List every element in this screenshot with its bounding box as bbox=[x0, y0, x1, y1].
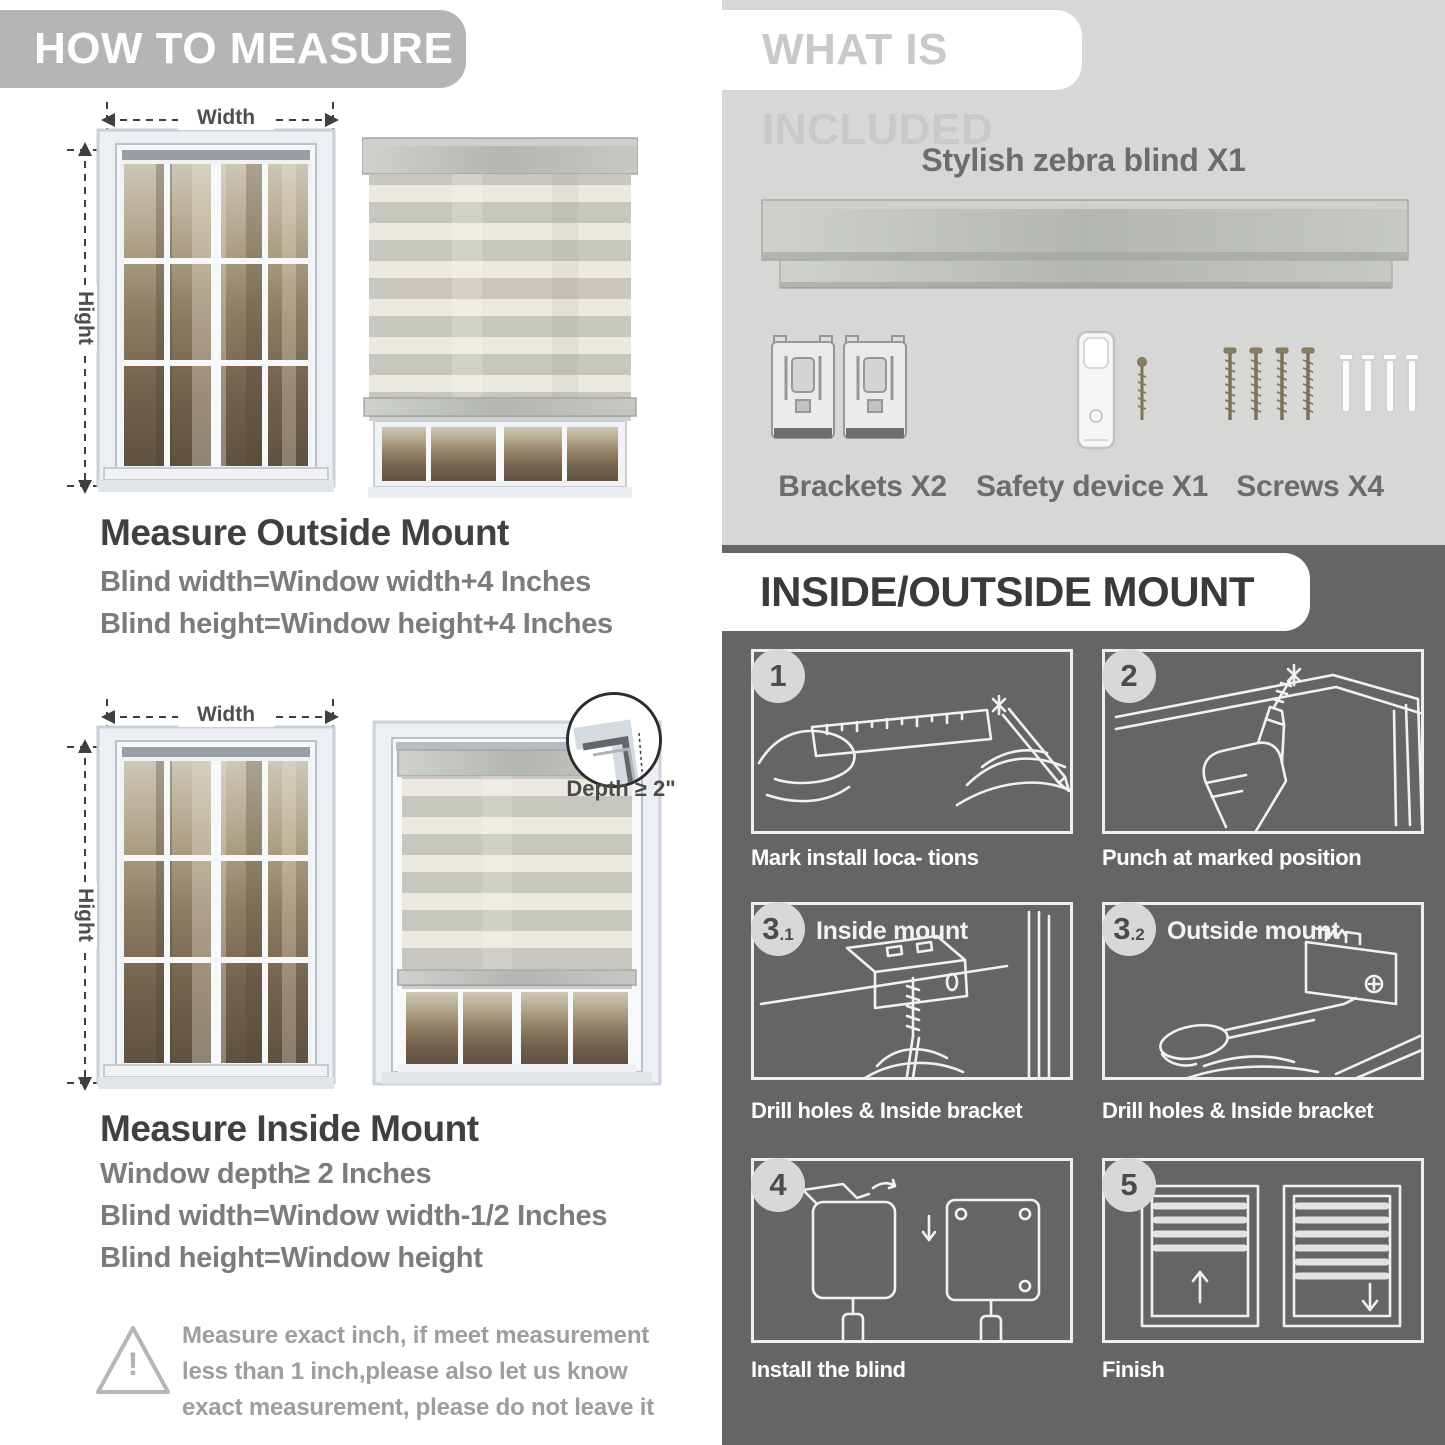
exclamation-mark: ! bbox=[127, 1346, 139, 1382]
height-label: Hight bbox=[73, 882, 97, 948]
components-image bbox=[748, 330, 1428, 458]
what-is-included-header: WHAT IS INCLUDED bbox=[722, 10, 1082, 90]
step-caption: Drill holes & Inside bracket bbox=[751, 1098, 1023, 1123]
step-panel-1 bbox=[751, 649, 1073, 834]
right-panel bbox=[722, 0, 1445, 1445]
inside-mount-depth-rule: Window depth≥ 2 Inches bbox=[100, 1158, 432, 1190]
inside-outside-mount-header: INSIDE/OUTSIDE MOUNT bbox=[722, 553, 1310, 631]
window-photo bbox=[96, 725, 336, 1093]
inside-mount-title: Measure Inside Mount bbox=[100, 1108, 479, 1149]
step-number-badge: 4 bbox=[751, 1158, 805, 1212]
step-caption: Drill holes & Inside bracket bbox=[1102, 1098, 1374, 1123]
inside-mount-label: Inside mount bbox=[816, 917, 968, 945]
step-number-badge: 3 .2 bbox=[1102, 902, 1156, 956]
blind-cassette-image bbox=[760, 198, 1410, 293]
mark-location-illustration bbox=[757, 655, 1073, 834]
safety-device-label: Safety device X1 bbox=[975, 470, 1208, 503]
bracket-icon bbox=[772, 336, 906, 438]
wall-anchors-icon bbox=[1339, 354, 1419, 412]
step-caption: Finish bbox=[1102, 1357, 1165, 1382]
height-label: Hight bbox=[73, 285, 97, 351]
step-number-badge: 3 .1 bbox=[751, 902, 805, 956]
small-screw-icon bbox=[1138, 358, 1147, 421]
screws-icon bbox=[1224, 348, 1314, 420]
step-panel-3-2 bbox=[1102, 902, 1424, 1080]
step-caption: Install the blind bbox=[751, 1357, 906, 1382]
drill-illustration bbox=[1108, 655, 1424, 834]
inside-mount-width-formula: Blind width=Window width-1/2 Inches bbox=[100, 1200, 608, 1232]
step-panel-5 bbox=[1102, 1158, 1424, 1343]
step-number-badge: 2 bbox=[1102, 649, 1156, 703]
step-panel-2 bbox=[1102, 649, 1424, 834]
outside-mount-title: Measure Outside Mount bbox=[100, 512, 509, 553]
mount-section bbox=[722, 545, 1445, 1445]
window-photo bbox=[96, 128, 336, 496]
zebra-blind-outside-photo bbox=[362, 126, 638, 500]
warning-text: Measure exact inch, if meet measurement less than 1 inch,please also let us know exact measurement, please do not leave it bbox=[182, 1322, 654, 1421]
inside-mount-height-formula: Blind height=Window height bbox=[100, 1242, 483, 1274]
product-label: Stylish zebra blind X1 bbox=[921, 142, 1246, 178]
screws-label: Screws X4 bbox=[1236, 470, 1384, 503]
outside-mount-height-formula: Blind height=Window height+4 Inches bbox=[100, 608, 613, 640]
step-caption: Punch at marked position bbox=[1102, 845, 1362, 870]
depth-label: Depth ≥ 2" bbox=[566, 776, 676, 801]
step-panel-3-1 bbox=[751, 902, 1073, 1080]
how-to-measure-header: HOW TO MEASURE bbox=[0, 10, 466, 88]
width-label: Width bbox=[178, 106, 274, 130]
safety-device-icon bbox=[1078, 332, 1114, 448]
finish-illustration bbox=[1108, 1164, 1424, 1343]
step-number-badge: 5 bbox=[1102, 1158, 1156, 1212]
install-blind-illustration bbox=[757, 1164, 1073, 1343]
outside-mount-label: Outside mount bbox=[1167, 917, 1340, 945]
step-caption: Mark install loca- tions bbox=[751, 845, 979, 870]
outside-mount-width-formula: Blind width=Window width+4 Inches bbox=[100, 566, 591, 598]
brackets-label: Brackets X2 bbox=[778, 470, 947, 503]
step-number-badge: 1 bbox=[751, 649, 805, 703]
step-panel-4 bbox=[751, 1158, 1073, 1343]
width-label: Width bbox=[178, 703, 274, 727]
warning-icon bbox=[92, 1320, 174, 1402]
depth-magnifier-icon bbox=[566, 692, 662, 788]
